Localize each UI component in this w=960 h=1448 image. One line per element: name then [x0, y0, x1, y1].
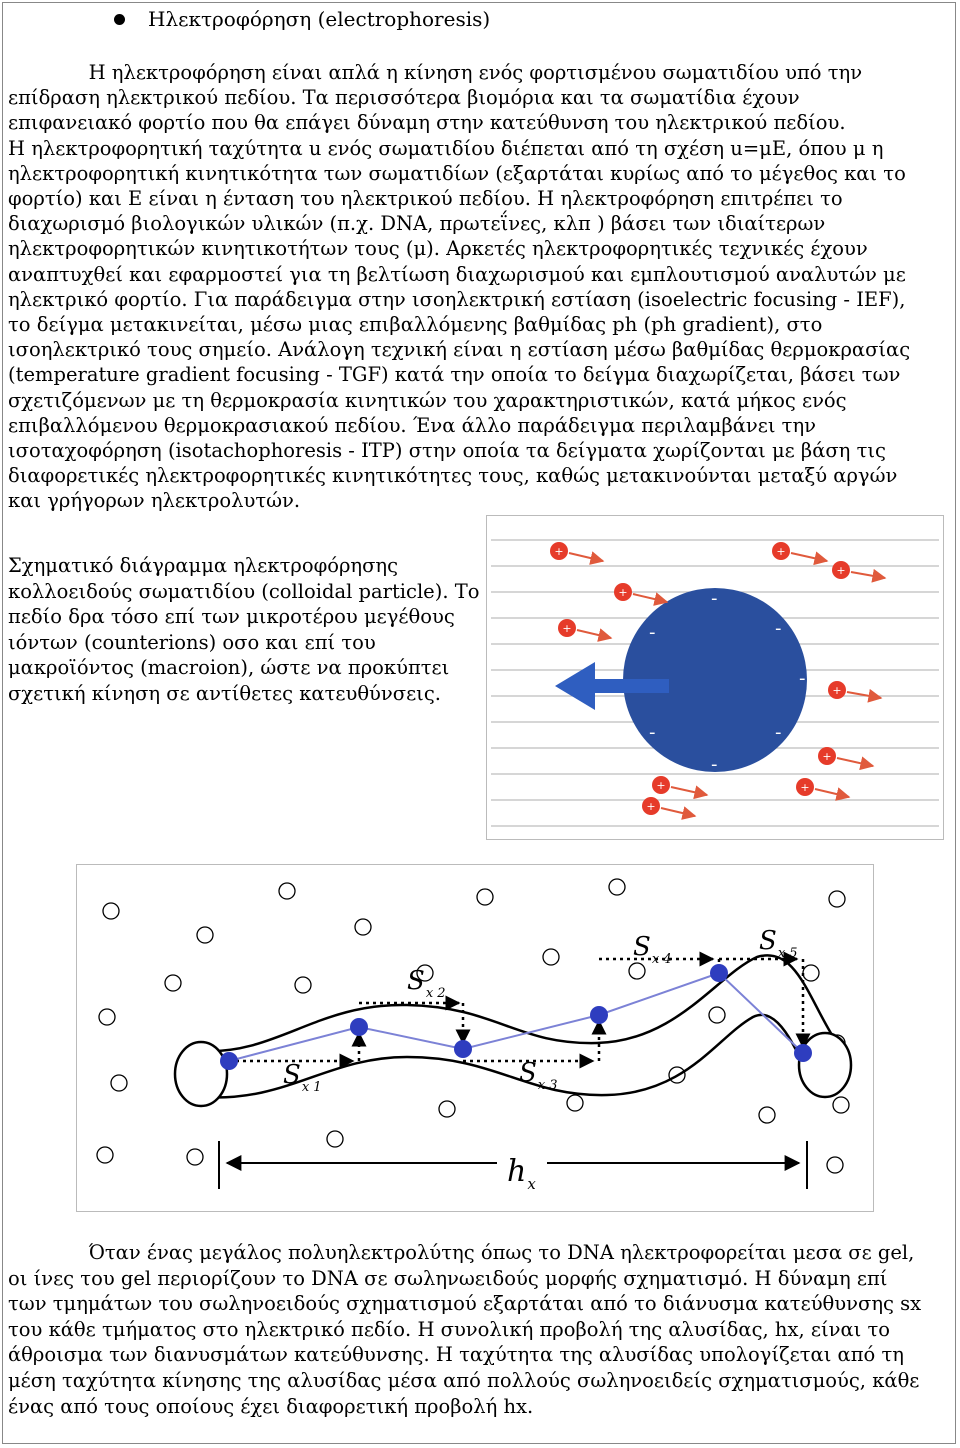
paragraph-line: ηλεκτροφορητικών κινητικοτήτων τους (μ). Αρκετές ηλεκτροφορητικές τεχνικές έχουν	[8, 237, 868, 261]
colloid-diagram	[487, 516, 943, 839]
caption-line: κολλοειδούς σωματιδίου (colloidal particle). Το	[8, 579, 480, 603]
intro-paragraph	[8, 60, 952, 514]
sx3-label: S	[519, 1058, 537, 1088]
paragraph-line: μέση ταχύτητα κίνησης της αλυσίδας μέσα από πολλούς σωληνοειδείς σχηματισμούς, κάθε	[8, 1368, 920, 1392]
svg-text:hx	[507, 1154, 536, 1193]
svg-text:+: +	[618, 586, 628, 599]
counterion	[832, 561, 885, 579]
sx3-subscript: x 3	[537, 1078, 558, 1093]
figure-caption	[8, 553, 488, 707]
hx-label: h	[507, 1154, 527, 1189]
sx2-subscript: x 2	[425, 986, 446, 1001]
svg-text:Sx 2	[407, 966, 446, 1001]
bead	[590, 1006, 608, 1024]
svg-text:+: +	[800, 781, 810, 794]
svg-text:+: +	[822, 750, 832, 763]
minus-sign: -	[775, 722, 782, 743]
hx-subscript: x	[527, 1175, 536, 1193]
paragraph-line: ισοηλεκτρικό τους σημείο. Ανάλογη τεχνική είναι η εστίαση μέσω βαθμίδας θερμοκρασίας	[8, 338, 911, 362]
paragraph-line: φορτίο) και E είναι η ένταση του ηλεκτρικού πεδίου. Η ηλεκτροφόρηση επιτρέπει το	[8, 187, 843, 211]
sx4-label: S	[633, 932, 651, 962]
section-heading: Ηλεκτροφόρηση (electrophoresis)	[148, 7, 491, 31]
paragraph-line: ηλεκτροφορητική κινητικότητα των σωματιδίων (εξαρτάται κυρίως από το μέγεθος και το	[8, 161, 906, 185]
caption-line: μακροϊόντος (macroion), ώστε να προκύπτει	[8, 656, 450, 680]
paragraph-line: Η ηλεκτροφόρηση είναι απλά η κίνηση ενός φορτισμένου σωματιδίου υπό την	[8, 61, 863, 84]
counterion	[652, 776, 707, 795]
paragraph-line: του κάθε τμήματος στο ηλεκτρικό πεδίο. Η συνολική προβολή της αλυσίδας, hx, είναι το	[8, 1317, 891, 1341]
minus-sign: -	[711, 754, 718, 775]
svg-text:+: +	[656, 779, 666, 792]
svg-text:+: +	[554, 545, 564, 558]
paragraph-line: ηλεκτρικό φορτίο. Για παράδειγμα στην ισοηλεκτρική εστίαση (isoelectric focusing - IEF),	[8, 287, 906, 311]
sx5-label: S	[759, 926, 777, 956]
svg-text:+: +	[646, 800, 656, 813]
paragraph-line: ένας από τους οποίους έχει διαφορετική προβολή hx.	[8, 1394, 534, 1418]
counterion	[796, 778, 849, 797]
minus-sign: -	[649, 722, 656, 743]
paragraph-line: και γρήγορων ηλεκτρολυτών.	[8, 489, 301, 513]
minus-sign: -	[799, 668, 806, 689]
minus-sign: -	[775, 618, 782, 639]
paragraph-line: (temperature gradient focusing - TGF) κατά την οποία το δείγμα διαχωρίζεται, βάσει των	[8, 363, 901, 387]
counterion	[558, 619, 611, 638]
caption-line: πεδίο δρα τόσο επί των μικροτέρου μεγέθους	[8, 605, 455, 629]
paragraph-line: Η ηλεκτροφορητική ταχύτητα u ενός σωματιδίου διέπεται από τη σχέση u=μE, όπου μ η	[8, 136, 884, 160]
counterion	[772, 542, 827, 561]
sx4-subscript: x 4	[651, 952, 672, 967]
paragraph-line: επιφανειακό φορτίο που θα επάγει δύναμη στην κατεύθυνση του ηλεκτρικού πεδίου.	[8, 111, 846, 135]
paragraph-line: των τμημάτων του σωληνοειδούς σχηματισμού εξαρτάται από το διάνυσμα κατεύθυνσης sx	[8, 1292, 922, 1316]
paragraph-line: άθροισμα των διανυσμάτων κατεύθυνσης. Η ταχύτητα της αλυσίδας υπολογίζεται από τη	[8, 1343, 904, 1367]
svg-text:Sx 5	[759, 926, 798, 961]
sx2-label: S	[407, 966, 425, 996]
tube-end-right	[799, 1033, 851, 1097]
bead	[454, 1040, 472, 1058]
counterion	[818, 747, 873, 766]
svg-text:+: +	[832, 684, 842, 697]
paragraph-line: οι ίνες του gel περιορίζουν το DNA σε σωληνωειδούς μορφής σχηματισμό. Η δύναμη επί	[8, 1266, 888, 1290]
svg-text:+: +	[562, 622, 572, 635]
paragraph-line: Όταν ένας μεγάλος πολυηλεκτρολύτης όπως το DNA ηλεκτροφορείται μεσα σε gel,	[8, 1241, 915, 1264]
gel-fibers	[97, 879, 849, 1173]
paragraph-line: διαχωρισμό βιολογικών υλικών (π.χ. DNA, πρωτεΐνες, κλπ ) βάσει των ιδιαίτερων	[8, 212, 826, 236]
sx1-label: S	[283, 1060, 301, 1090]
dna-gel-paragraph	[8, 1240, 952, 1419]
reptation-tube-figure	[76, 864, 874, 1212]
sx1-subscript: x 1	[301, 1080, 322, 1095]
svg-text:+: +	[776, 545, 786, 558]
bead	[710, 964, 728, 982]
sx5-subscript: x 5	[777, 946, 798, 961]
bead	[794, 1044, 812, 1062]
minus-sign: -	[649, 622, 656, 643]
counterion	[550, 542, 603, 561]
tube-end-left	[175, 1042, 227, 1106]
bullet-point	[114, 14, 125, 25]
caption-line: ιόντων (counterions) οσο και επί του	[8, 630, 376, 654]
tube-diagram	[77, 865, 873, 1211]
svg-text:Sx 4	[633, 932, 672, 967]
paragraph-line: επίδραση ηλεκτρικού πεδίου. Τα περισσότερα βιομόρια και τα σωματίδια έχουν	[8, 86, 800, 110]
paragraph-line: διαφορετικές ηλεκτροφορητικές κινητικότητες τους, καθώς μετακινούνται μεταξύ αργών	[8, 464, 898, 488]
colloidal-particle-figure	[486, 515, 944, 840]
tube-upper-wall	[201, 955, 837, 1051]
svg-text:Sx 1	[283, 1060, 322, 1095]
bead	[350, 1018, 368, 1036]
caption-line: σχετική κίνηση σε αντίθετες κατευθύνσεις.	[8, 681, 441, 705]
paragraph-line: αναπτυχθεί και εφαρμοστεί για τη βελτίωση διαχωρισμού και εμπλουτισμού αναλυτών με	[8, 262, 906, 286]
svg-text:Sx 3	[519, 1058, 558, 1093]
minus-sign: -	[711, 588, 718, 609]
paragraph-line: επιβαλλόμενου θερμοκρασιακού πεδίου. Ένα άλλο παράδειγμα περιλαμβάνει την	[8, 413, 817, 437]
paragraph-line: ισοταχοφόρηση (isotachophoresis - ITP) στην οποία τα δείγματα χωρίζονται με βάση τις	[8, 439, 886, 463]
paragraph-line: το δείγμα μετακινείται, μέσω μιας επιβαλλόμενης βαθμίδας ph (ph gradient), στο	[8, 313, 823, 337]
paragraph-line: σχετιζόμενων με τη θερμοκρασία κινητικών του χαρακτηριστικών, κατά μήκος ενός	[8, 388, 847, 412]
bead	[220, 1052, 238, 1070]
svg-text:+: +	[836, 564, 846, 577]
caption-line: Σχηματικό διάγραμμα ηλεκτροφόρησης	[8, 554, 399, 577]
